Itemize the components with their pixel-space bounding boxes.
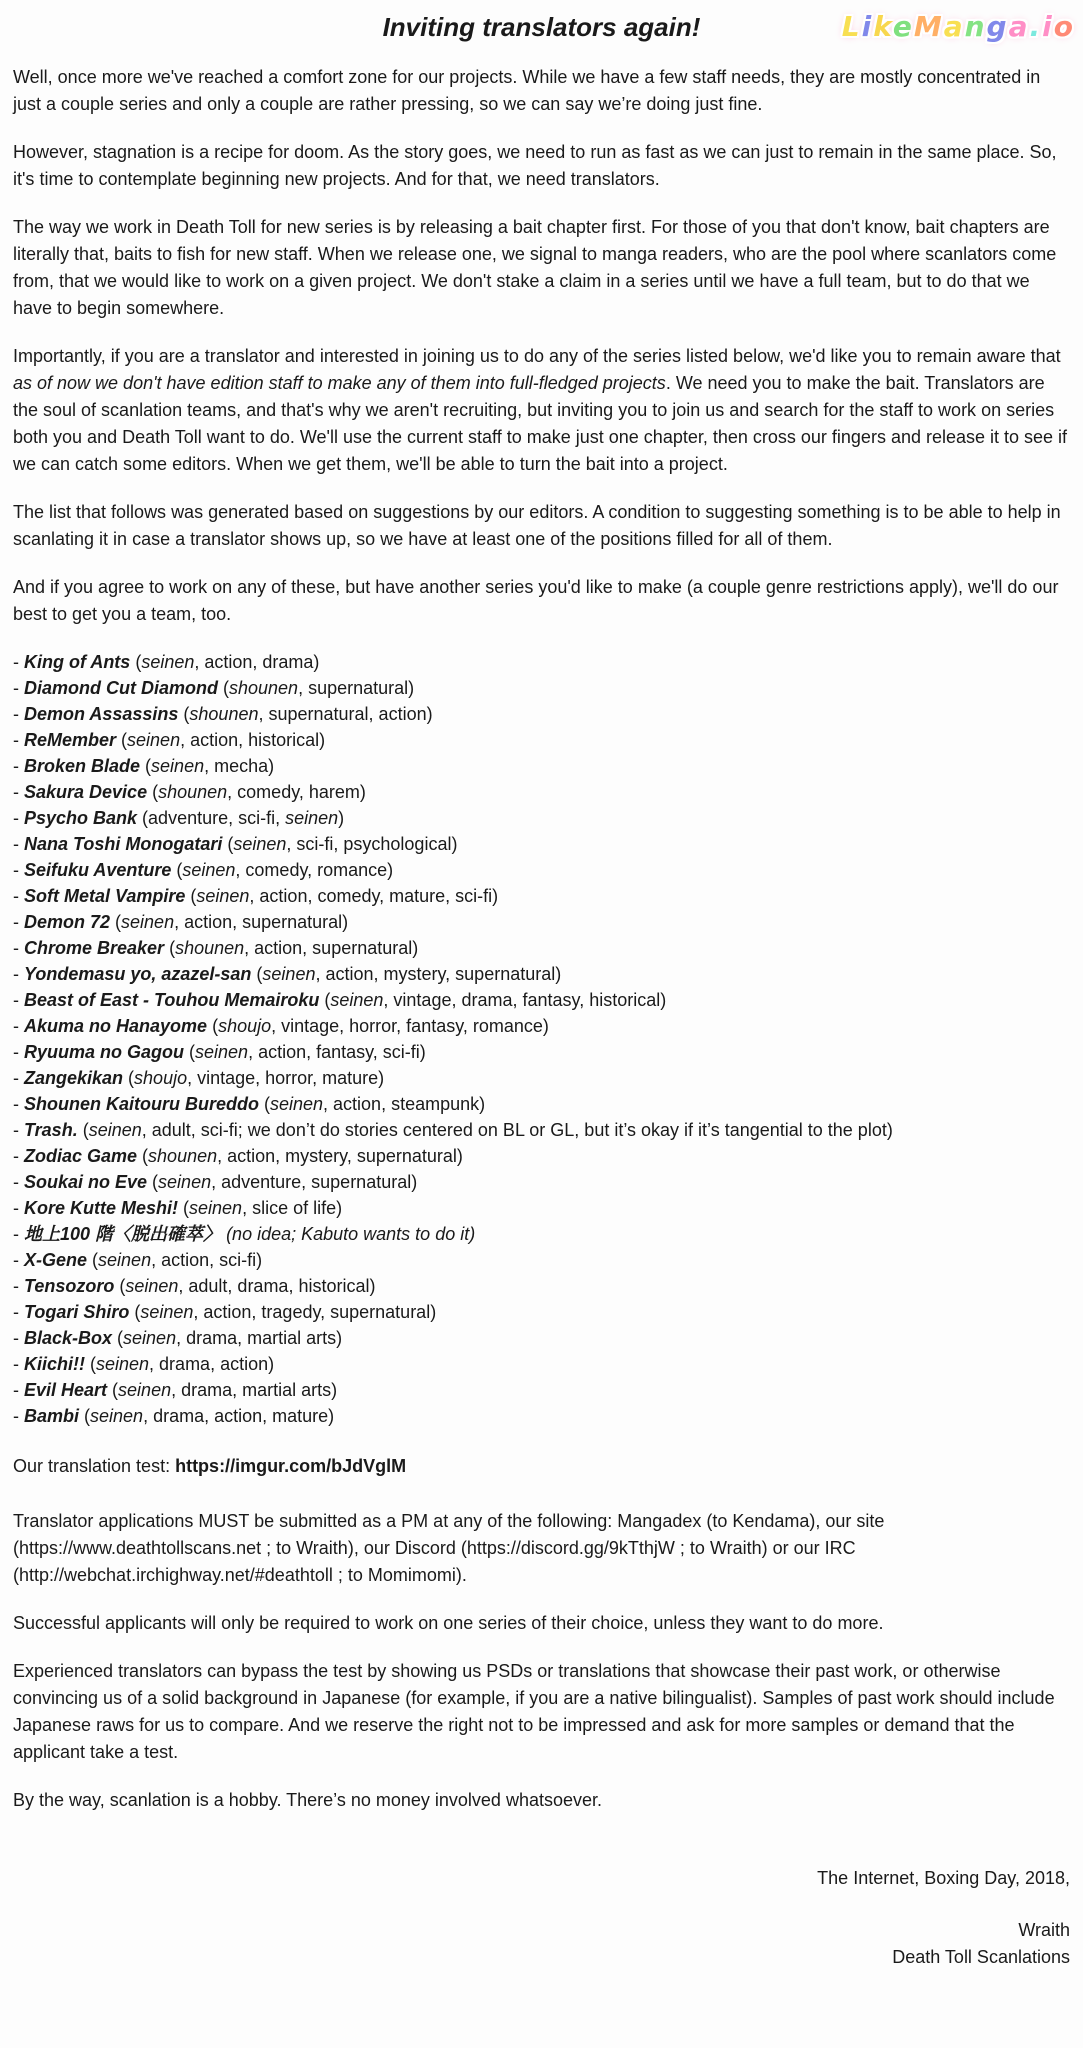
series-item: - Yondemasu yo, azazel-san (seinen, action, mystery, supernatural): [13, 964, 562, 984]
page-title: Inviting translators again!: [382, 12, 701, 42]
series-list: [13, 649, 1070, 1429]
dateline: The Internet, Boxing Day, 2018,: [817, 1868, 1070, 1888]
series-item: - Bambi (seinen, drama, action, mature): [13, 1406, 335, 1426]
logo-letter: M: [913, 10, 944, 43]
series-item: - Soukai no Eve (seinen, adventure, supernatural): [13, 1172, 418, 1192]
series-item: - King of Ants (seinen, action, drama): [13, 652, 320, 672]
logo-letter: L: [841, 10, 862, 43]
signature-group: Death Toll Scanlations: [892, 1947, 1070, 1967]
outro-paragraphs: [13, 1508, 1070, 1814]
logo-letter: .: [1029, 10, 1043, 43]
logo-letter: i: [861, 10, 874, 43]
series-item: - Kore Kutte Meshi! (seinen, slice of life): [13, 1198, 343, 1218]
series-item: - Nana Toshi Monogatari (seinen, sci-fi, psychological): [13, 834, 458, 854]
logo-letter: g: [986, 10, 1009, 43]
series-item: - Seifuku Aventure (seinen, comedy, romance): [13, 860, 394, 880]
series-item: - Evil Heart (seinen, drama, martial arts): [13, 1380, 338, 1400]
logo-letter: o: [1053, 10, 1075, 43]
paragraph: However, stagnation is a recipe for doom. As the story goes, we need to run as fast as we can just to remain in the same place. So, it's time to contemplate beginning new projects. And for that, we need translators.: [13, 142, 1057, 189]
series-item: - X-Gene (seinen, action, sci-fi): [13, 1250, 263, 1270]
paragraph: Translator applications MUST be submitted as a PM at any of the following: Mangadex (to Kendama), our site (https://www.deathtollscans.net ; to Wraith), our Discord (https://discord.gg/9kTthjW ; to Wraith) or our IRC (http://webchat.irchighway.net/#deathtoll ; to Momimomi).: [13, 1511, 885, 1585]
page-header: [13, 6, 1075, 64]
series-item: - Psycho Bank (adventure, sci-fi, seinen): [13, 808, 345, 828]
series-item: - Shounen Kaitouru Bureddo (seinen, action, steampunk): [13, 1094, 486, 1114]
series-item: - Chrome Breaker (shounen, action, supernatural): [13, 938, 419, 958]
paragraph: Experienced translators can bypass the test by showing us PSDs or translations that showcase their past work, or otherwise convincing us of a solid background in Japanese (for example, if you are a native bilingualist). Samples of past work should include Japanese raws for us to compare. And we reserve the right not to be impressed and ask for more samples or demand that the applicant take a test.: [13, 1661, 1055, 1762]
logo-letter: i: [1042, 10, 1054, 43]
logo-letter: a: [943, 10, 965, 43]
series-item: - Trash. (seinen, adult, sci-fi; we don’t do stories centered on BL or GL, but it’s okay if it’s tangential to the plot): [13, 1120, 893, 1140]
series-item: - Broken Blade (seinen, mecha): [13, 756, 275, 776]
logo-letter: k: [873, 10, 893, 43]
likemanga-logo: [842, 5, 1075, 49]
logo-letter: n: [964, 10, 987, 43]
series-item: - Ryuuma no Gagou (seinen, action, fantasy, sci-fi): [13, 1042, 426, 1062]
closing-block: [13, 1865, 1070, 1971]
series-item: - Beast of East - Touhou Memairoku (seinen, vintage, drama, fantasy, historical): [13, 990, 667, 1010]
paragraph: Successful applicants will only be required to work on one series of their choice, unless they want to do more.: [13, 1613, 884, 1633]
intro-paragraphs: [13, 64, 1070, 628]
series-item: - 地上100 階〈脱出確萃〉 (no idea; Kabuto wants to do it): [13, 1224, 476, 1244]
paragraph: Well, once more we've reached a comfort zone for our projects. While we have a few staff needs, they are mostly concentrated in just a couple series and only a couple are rather pressing, so we can say we’re doing just fine.: [13, 67, 1041, 114]
signature-name: Wraith: [1018, 1920, 1070, 1940]
logo-letter: e: [892, 10, 914, 43]
series-item: - ReMember (seinen, action, historical): [13, 730, 326, 750]
translation-test-line: Our translation test: https://imgur.com/bJdVglM: [13, 1456, 407, 1476]
series-item: - Kiichi!! (seinen, drama, action): [13, 1354, 275, 1374]
series-item: - Sakura Device (shounen, comedy, harem): [13, 782, 366, 802]
series-item: - Zodiac Game (shounen, action, mystery, supernatural): [13, 1146, 463, 1166]
series-item: - Demon Assassins (shounen, supernatural, action): [13, 704, 433, 724]
series-item: - Tensozoro (seinen, adult, drama, historical): [13, 1276, 376, 1296]
series-item: - Black-Box (seinen, drama, martial arts): [13, 1328, 343, 1348]
series-item: - Demon 72 (seinen, action, supernatural): [13, 912, 349, 932]
series-item: - Zangekikan (shoujo, vintage, horror, mature): [13, 1068, 385, 1088]
paragraph: And if you agree to work on any of these, but have another series you'd like to make (a couple genre restrictions apply), we'll do our best to get you a team, too.: [13, 577, 1059, 624]
series-item: - Diamond Cut Diamond (shounen, supernatural): [13, 678, 415, 698]
logo-letter: a: [1008, 10, 1030, 43]
paragraph: The way we work in Death Toll for new series is by releasing a bait chapter first. For those of you that don't know, bait chapters are literally that, baits to fish for new staff. When we release one, we signal to manga readers, who are the pool where scanlators come from, that we would like to work on a given project. We don't stake a claim in a series until we have a full team, but to do that we have to begin somewhere.: [13, 217, 1057, 318]
paragraph: By the way, scanlation is a hobby. There’s no money involved whatsoever.: [13, 1790, 602, 1810]
paragraph: The list that follows was generated based on suggestions by our editors. A condition to suggesting something is to be able to help in scanlating it in case a translator shows up, so we have at least one of the positions filled for all of them.: [13, 502, 1061, 549]
series-item: - Soft Metal Vampire (seinen, action, comedy, mature, sci-fi): [13, 886, 499, 906]
series-item: - Togari Shiro (seinen, action, tragedy, supernatural): [13, 1302, 437, 1322]
paragraph: Importantly, if you are a translator and interested in joining us to do any of the series listed below, we'd like you to remain aware that as of now we don't have edition staff to make any of them into full-fledged projects. We need you to make the bait. Translators are the soul of scanlation teams, and that's why we aren't recruiting, but inviting you to join us and search for the staff to work on series both you and Death Toll want to do. We'll use the current staff to make just one chapter, then cross our fingers and release it to see if we can catch some editors. When we get them, we'll be able to turn the bait into a project.: [13, 346, 1068, 474]
series-item: - Akuma no Hanayome (shoujo, vintage, horror, fantasy, romance): [13, 1016, 549, 1036]
